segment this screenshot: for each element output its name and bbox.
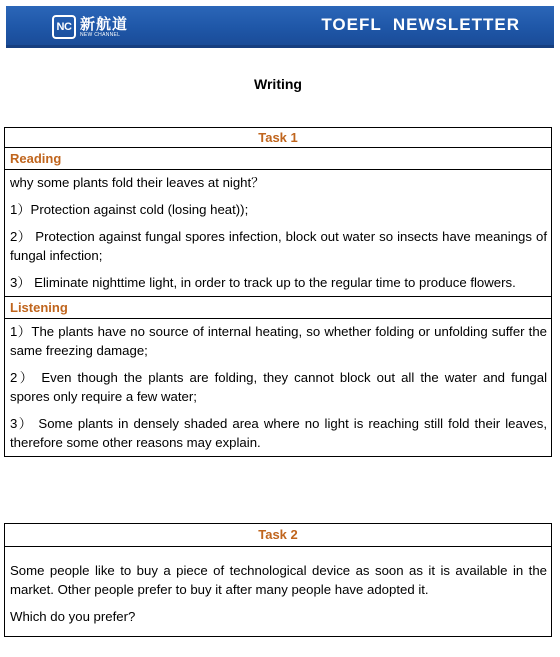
newsletter-title: TOEFL NEWSLETTER xyxy=(321,15,520,34)
reading-label: Reading xyxy=(5,148,551,170)
task2-content xyxy=(5,547,551,636)
reading-content xyxy=(5,170,551,296)
task2-prompt: Some people like to buy a piece of technological device as soon as it is available in the market. Other people prefer to buy it after many people have adopted it. xyxy=(10,563,547,597)
listening-point: 2） Even though the plants are folding, they cannot block out all the water and fungal spores only require a few water; xyxy=(10,370,547,404)
task1-header: Task 1 xyxy=(5,128,551,148)
brand-logo xyxy=(52,12,128,42)
task1-table xyxy=(4,127,552,457)
reading-point: 1）Protection against cold (losing heat)); xyxy=(10,202,249,217)
page-title: Writing xyxy=(254,76,302,92)
task2-question: Which do you prefer? xyxy=(10,609,136,624)
logo-english-name: NEW CHANNEL xyxy=(80,31,121,38)
listening-point: 1）The plants have no source of internal heating, so whether folding or unfolding suffer the same freezing damage; xyxy=(10,324,547,358)
reading-point: 2） Protection against fungal spores infection, block out water so insects have meanings of fungal infection; xyxy=(10,229,547,263)
listening-point: 3） Some plants in densely shaded area where no light is reaching still fold their leaves, therefore some other reasons may explain. xyxy=(10,416,547,450)
reading-question: why some plants fold their leaves at night？ xyxy=(10,175,265,190)
newsletter-banner xyxy=(6,6,554,48)
reading-point: 3） Eliminate nighttime light, in order to track up to the regular time to produce flowers. xyxy=(10,275,516,290)
task2-table xyxy=(4,523,552,637)
task2-header: Task 2 xyxy=(5,524,551,547)
logo-text xyxy=(80,17,128,38)
listening-label: Listening xyxy=(5,297,551,319)
listening-content xyxy=(5,319,551,456)
logo-mark-icon: NC xyxy=(52,15,76,39)
logo-chinese-name: 新航道 xyxy=(80,15,129,33)
